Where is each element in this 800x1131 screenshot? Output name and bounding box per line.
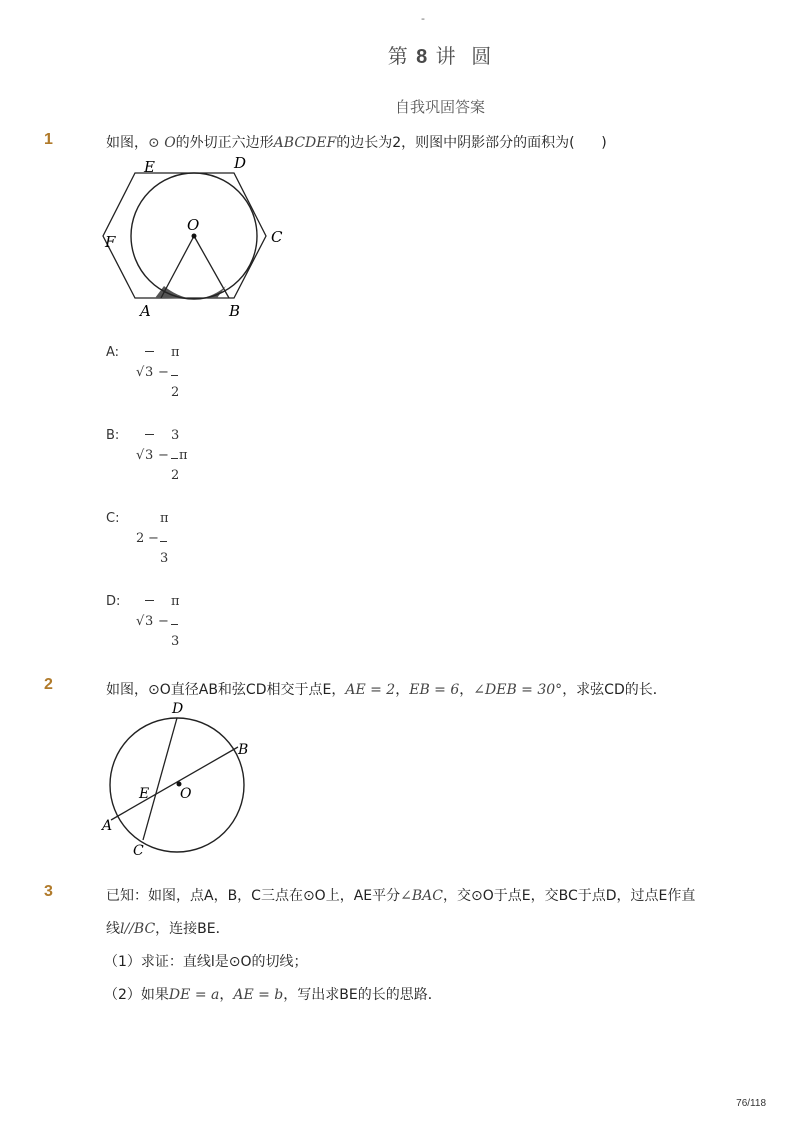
sqrt-bar bbox=[145, 600, 154, 601]
q3-line1-a: 已知：如图，点A，B，C三点在⊙O上，AE平分 bbox=[106, 888, 401, 904]
label-o: O bbox=[187, 216, 200, 234]
circle-chord-figure bbox=[98, 698, 268, 863]
page-number: 76/118 bbox=[736, 1098, 766, 1109]
label-d: D bbox=[172, 701, 184, 717]
chord-cd bbox=[143, 718, 177, 840]
q3-ae-value: AE = b bbox=[233, 987, 284, 1003]
circle-symbol: ⊙ bbox=[148, 135, 160, 151]
question-3-part-1: （1）求证：直线l是⊙O的切线； bbox=[104, 954, 308, 970]
minus-sign: − bbox=[148, 531, 159, 546]
option-c-expression bbox=[136, 509, 206, 569]
label-e: E bbox=[139, 786, 150, 802]
sqrt-sign: √ bbox=[136, 365, 145, 380]
question-number-3: 3 bbox=[44, 883, 53, 900]
fraction-denominator: 2 bbox=[171, 468, 180, 483]
q2-sep-1: ， bbox=[395, 682, 410, 698]
label-a: A bbox=[102, 818, 113, 834]
diameter-ab bbox=[111, 747, 238, 820]
question-1-text bbox=[106, 132, 607, 152]
radius-ob bbox=[194, 236, 229, 298]
fraction-denominator: 3 bbox=[171, 634, 180, 649]
q3-part2-a: （2）如果 bbox=[104, 987, 169, 1003]
label-c: C bbox=[133, 843, 144, 859]
header-mark: - bbox=[421, 12, 425, 25]
q2-ae-value: AE = 2 bbox=[345, 682, 396, 698]
fraction-numerator: π bbox=[160, 511, 169, 526]
sqrt-bar bbox=[145, 434, 154, 435]
fraction-numerator: 3 bbox=[171, 428, 180, 443]
sqrt-number: 3 bbox=[145, 614, 154, 629]
pi-factor: π bbox=[179, 448, 188, 463]
label-e: E bbox=[144, 158, 155, 176]
fraction-denominator: 2 bbox=[171, 385, 180, 400]
sqrt-number: 3 bbox=[145, 365, 154, 380]
q3-line1-b: ，交⊙O于点E，交BC于点D，过点E作直 bbox=[442, 888, 696, 904]
title-mid: 讲 bbox=[435, 44, 457, 68]
hexagon-figure bbox=[98, 150, 298, 325]
hexagon-outline bbox=[103, 173, 266, 298]
q3-line2-a: 线 bbox=[106, 921, 120, 937]
question-2-text bbox=[106, 679, 667, 699]
label-b: B bbox=[229, 302, 241, 320]
fraction-bar bbox=[171, 375, 178, 376]
q1-text-c: 的边长为2，则图中阴影部分的面积为( bbox=[336, 135, 575, 151]
q2-text-b: ，求弦CD的长． bbox=[562, 682, 667, 698]
label-o: O bbox=[180, 786, 192, 802]
q1-hexagon-name: ABCDEF bbox=[273, 135, 337, 151]
page-subtitle: 自我巩固答案 bbox=[394, 98, 485, 116]
q2-eb-value: EB = 6 bbox=[409, 682, 460, 698]
fraction-bar bbox=[160, 541, 167, 542]
fraction-numerator: π bbox=[171, 594, 180, 609]
q2-text-a: 如图，⊙O直径AB和弦CD相交于点E， bbox=[106, 682, 346, 698]
q3-part2-b: ，写出求BE的长的思路． bbox=[283, 987, 442, 1003]
label-d: D bbox=[234, 154, 247, 172]
fraction-bar bbox=[171, 458, 178, 459]
fraction-bar bbox=[171, 624, 178, 625]
label-c: C bbox=[271, 228, 283, 246]
sqrt-number: 3 bbox=[145, 448, 154, 463]
question-number-1: 1 bbox=[44, 131, 53, 148]
radius-oa bbox=[161, 236, 194, 298]
q1-center-o: O bbox=[164, 135, 176, 151]
question-3-line-1 bbox=[106, 885, 695, 905]
sqrt-sign: √ bbox=[136, 614, 145, 629]
label-a: A bbox=[140, 302, 151, 320]
fraction-numerator: π bbox=[171, 345, 180, 360]
option-d-label: D: bbox=[106, 594, 121, 609]
minus-sign: − bbox=[158, 614, 169, 629]
q3-part2-sep: ， bbox=[219, 987, 234, 1003]
minus-sign: − bbox=[158, 448, 169, 463]
label-f: F bbox=[105, 233, 116, 251]
leading-number: 2 bbox=[136, 531, 145, 546]
title-number: 8 bbox=[416, 46, 429, 68]
shaded-region-left bbox=[155, 286, 192, 299]
q2-angle-value: ∠DEB = 30° bbox=[473, 682, 563, 698]
question-number-2: 2 bbox=[44, 676, 53, 693]
minus-sign: − bbox=[158, 365, 169, 380]
q3-de-value: DE = a bbox=[168, 987, 220, 1003]
q3-line2-b: ，连接BE． bbox=[155, 921, 230, 937]
option-a-label: A: bbox=[106, 345, 120, 360]
question-3-line-2 bbox=[106, 918, 230, 938]
option-a-expression bbox=[136, 343, 206, 403]
title-suffix: 圆 bbox=[471, 44, 493, 68]
q2-sep-2: ， bbox=[459, 682, 474, 698]
label-b: B bbox=[238, 742, 249, 758]
title-prefix: 第 bbox=[387, 44, 409, 68]
q1-paren-close: ) bbox=[601, 135, 607, 151]
q1-text-a: 如图， bbox=[106, 135, 148, 151]
center-point bbox=[192, 234, 197, 239]
sqrt-sign: √ bbox=[136, 448, 145, 463]
q3-angle-bac: ∠BAC bbox=[400, 888, 443, 904]
q3-parallel: l//BC bbox=[120, 921, 156, 937]
sqrt-bar bbox=[145, 351, 154, 352]
option-c-label: C: bbox=[106, 511, 120, 526]
fraction-denominator: 3 bbox=[160, 551, 169, 566]
q1-text-b: 的外切正六边形 bbox=[175, 135, 274, 151]
page-title bbox=[0, 40, 800, 69]
question-3-part-2 bbox=[104, 984, 442, 1004]
option-d-expression bbox=[136, 592, 206, 652]
option-b-label: B: bbox=[106, 428, 120, 443]
option-b-expression bbox=[136, 426, 206, 486]
